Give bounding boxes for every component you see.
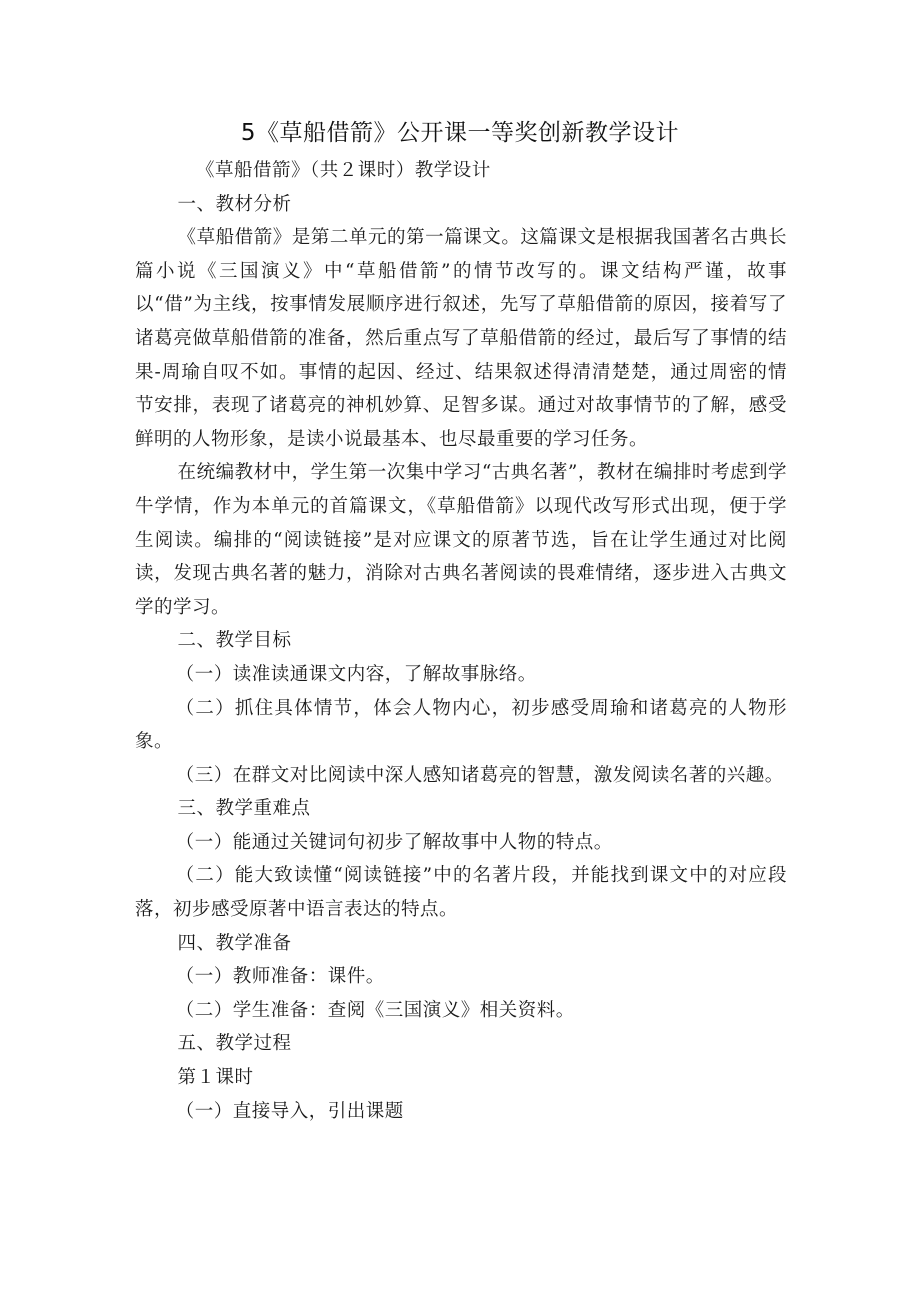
document-title: 5《草船借箭》公开课一等奖创新教学设计 xyxy=(240,120,680,146)
paragraph-textbook-analysis-2: 在统编教材中，学生第一次集中学习“古典名著”，教材在编排时考虑到学牛学情，作为本单元的首篇课文，《草船借箭》以现代改写形式出现，便于学生阅读。编排的“阅读链接”是对应课文的原著节选，旨在让学生通过对比阅读，发现古典名著的魅力，消除对古典名著阅读的畏难情绪，逐步进入古典文学的学习。 xyxy=(135,462,787,618)
section-heading-textbook-analysis: 一、教材分析 xyxy=(177,193,292,215)
list-item-preparation-teacher: （一）教师准备：课件。 xyxy=(175,966,385,988)
paragraph-textbook-analysis-1: 《草船借箭》是第二单元的第一篇课文。这篇课文是根据我国著名古典长篇小说《三国演义》中“草船借箭”的情节改写的。课文结构严谨，故事以“借”为主线，按事情发展顺序进行叙述，先写了草船借箭的原因，接着写了诸葛亮做草船借箭的准备，然后重点写了草船借箭的经过，最后写了事情的结果-周瑜自叹不如。事情的起因、经过、结果叙述得清清楚楚，通过周密的情节安排，表现了诸葛亮的神机妙算、足智多谋。通过对故事情节的了解，感受鲜明的人物形象，是读小说最基本、也尽最重要的学习任务。 xyxy=(135,227,787,450)
list-item-key-point-1: （一）能通过关键词句初步了解故事中人物的特点。 xyxy=(175,831,613,853)
lesson-label: 第１课时 xyxy=(177,1067,254,1089)
list-item-goal-3: （三）在群文对比阅读中深人感知诸葛亮的智慧，激发阅读名著的兴趣。 xyxy=(175,764,784,786)
section-heading-teaching-process: 五、教学过程 xyxy=(177,1033,292,1055)
section-heading-key-points: 三、教学重难点 xyxy=(177,798,311,820)
document-body xyxy=(135,154,787,1128)
section-heading-preparation: 四、教学准备 xyxy=(177,932,292,954)
list-item-key-point-2: （二）能大致读懂“阅读链接”中的名著片段，并能找到课文中的对应段落，初步感受原著中语言表达的特点。 xyxy=(135,865,787,921)
list-item-goal-2: （二）抓住具体情节，体会人物内心，初步感受周瑜和诸葛亮的人物形象。 xyxy=(135,697,787,753)
list-item-goal-1: （一）读准读通课文内容，了解故事脉络。 xyxy=(175,663,537,685)
document-subtitle: 《草船借箭》（共２课时）教学设计 xyxy=(196,160,491,181)
list-item-preparation-student: （二）学生准备：查阅《三国演义》相关资料。 xyxy=(175,999,575,1021)
section-heading-teaching-goals: 二、教学目标 xyxy=(177,630,292,652)
list-item-process-1: （一）直接导入，引出课题 xyxy=(175,1100,404,1122)
